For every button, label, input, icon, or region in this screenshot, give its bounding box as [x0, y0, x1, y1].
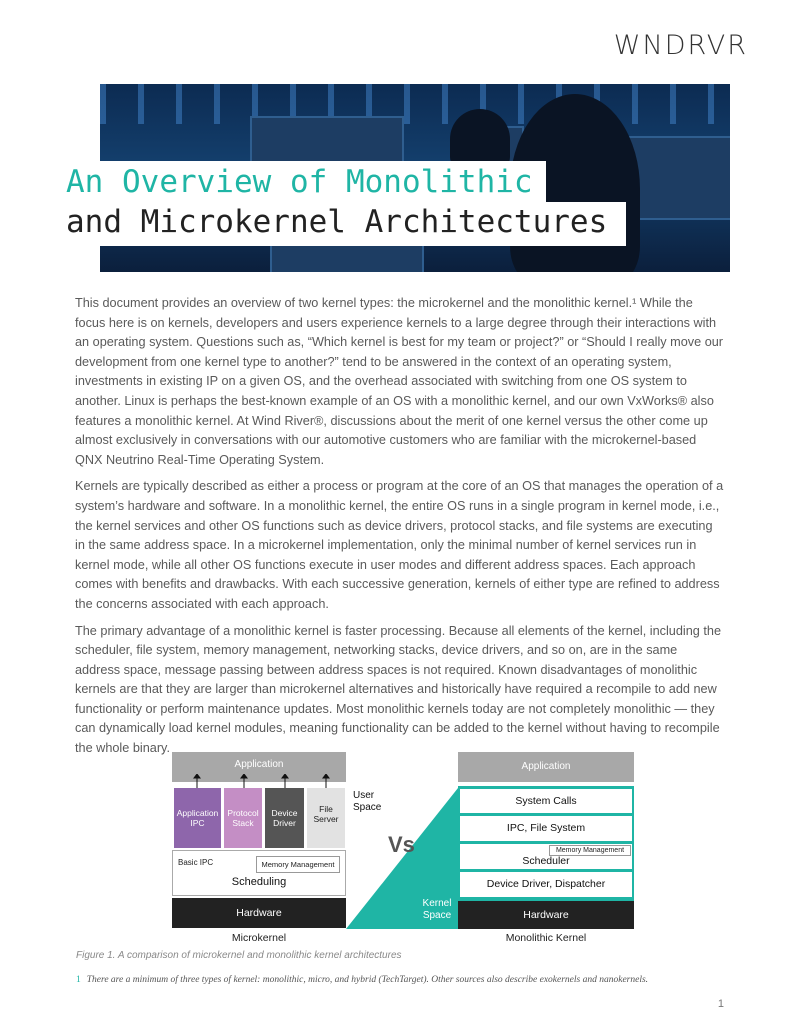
- basic-ipc-label: Basic IPC: [178, 858, 214, 867]
- paragraph: The primary advantage of a monolithic kernel is faster processing. Because all elements of the kernel, including the scheduler, file system, memory management, networking stacks, device drivers, and so on, are in the same address space, message passing between address spaces is not required. Known disadvantages of monolithic kernels are that they are larger than microkernel alternatives and historically have required a recompile to add new functionality or perform maintenance updates. Most monolithic kernels today are not completely monolithic — they can dynamically load kernel modules, meaning functionality can be added to the kernel without having to recompile the whole binary.: [75, 623, 721, 756]
- scheduling-label: Scheduling: [231, 876, 287, 888]
- app-ipc-block: [174, 788, 221, 848]
- kernel-space-text: [416, 898, 458, 922]
- mono-application-label: Application: [521, 761, 571, 772]
- ceiling-lights: [100, 84, 730, 124]
- device-driver-block: [265, 788, 304, 848]
- footnote-number: 1: [76, 975, 81, 985]
- page-title-line1: An Overview of Monolithic: [66, 164, 533, 200]
- kernel-comparison-figure: [172, 752, 634, 947]
- system-calls: [460, 789, 632, 813]
- footnote: [76, 975, 648, 985]
- user-space-label: User Space: [353, 790, 382, 813]
- file-server-block: [307, 788, 345, 848]
- mono-application: [458, 752, 634, 782]
- device-driver-label: Device Driver: [271, 808, 298, 828]
- mono-label: [458, 932, 634, 944]
- monolithic-caption: Monolithic Kernel: [505, 932, 587, 944]
- protocol-stack-block: [224, 788, 262, 848]
- device-driver-dispatcher-label: Device Driver, Dispatcher: [486, 878, 606, 890]
- micro-memory-management: [256, 856, 340, 873]
- scheduling: [172, 876, 346, 888]
- ipc-file-system: [460, 816, 632, 841]
- page-number: 1: [717, 998, 724, 1010]
- ipc-file-system-label: IPC, File System: [506, 822, 586, 834]
- wind-river-logo: WNDRVR: [613, 30, 748, 61]
- app-ipc-label: Application IPC: [176, 808, 219, 828]
- file-server-label: File Server: [313, 804, 339, 824]
- page-title-line2: and Microkernel Architectures: [66, 204, 608, 240]
- basic-ipc: [178, 858, 213, 867]
- scheduler-label: Scheduler: [522, 855, 570, 867]
- mono-hardware: [458, 901, 634, 929]
- kernel-space-label: Kernel Space: [422, 898, 452, 921]
- user-space-text: [353, 790, 403, 814]
- vs-label: Vs: [388, 832, 415, 857]
- micro-hardware: [172, 898, 346, 928]
- mono-memory-management-label: Memory Management: [555, 847, 625, 854]
- body-text: [75, 294, 725, 766]
- paragraph: This document provides an overview of two kernel types: the microkernel and the monolithic kernel.¹ While the focus here is on kernels, developers and users experience kernels to a large degree through their interactions with an operating system. Questions such as, “Which kernel is best for my team or project?” or “Should I really move our development from one kernel type to another?” tend to be answered in the context of an operating system, investments in existing IP on a given OS, and the overhead associated with switching from one OS system to another. Linux is perhaps the best-known example of an OS with a monolithic kernel, and our own VxWorks® also features a monolithic kernel. At Wind River®, discussions about the merit of one kernel versus the other come up almost exclusively in conversations with our automotive customers who are familiar with the microkernel-based QNX Neutrino Real-Time Operating System.: [75, 296, 724, 467]
- micro-hardware-label: Hardware: [236, 907, 282, 919]
- system-calls-label: System Calls: [515, 795, 577, 807]
- person-silhouette: [450, 109, 510, 169]
- micro-memory-management-label: Memory Management: [261, 860, 335, 869]
- protocol-stack-label: Protocol Stack: [227, 808, 259, 828]
- figure-caption: Figure 1. A comparison of microkernel and monolithic kernel architectures: [76, 950, 402, 961]
- micro-application-label: Application: [234, 759, 284, 770]
- footnote-text: There are a minimum of three types of kernel: monolithic, micro, and hybrid (TechTarget). Other sources also describe exokernels and nanokernels.: [86, 975, 649, 985]
- device-driver-dispatcher: [460, 872, 632, 897]
- microkernel-caption: Microkernel: [231, 932, 287, 944]
- vs-text: [388, 832, 415, 858]
- mono-hardware-label: Hardware: [523, 909, 569, 921]
- scheduler: [460, 855, 632, 867]
- micro-label: [172, 932, 346, 944]
- paragraph: Kernels are typically described as either a process or program at the core of an OS that manages the operation of a system’s hardware and software. In a monolithic kernel, the entire OS runs in a single program in kernel mode, i.e., the kernel services and other OS functions such as device drivers, protocol stacks, and file systems are executing in the same address space. In a microkernel implementation, only the minimal number of kernel services run in kernel mode, while all other OS functions execute in user modes and different address spaces. Each approach comes with benefits and drawbacks. With each successive generation, kernels of either type are refined to address the concerns associated with each approach.: [75, 479, 724, 611]
